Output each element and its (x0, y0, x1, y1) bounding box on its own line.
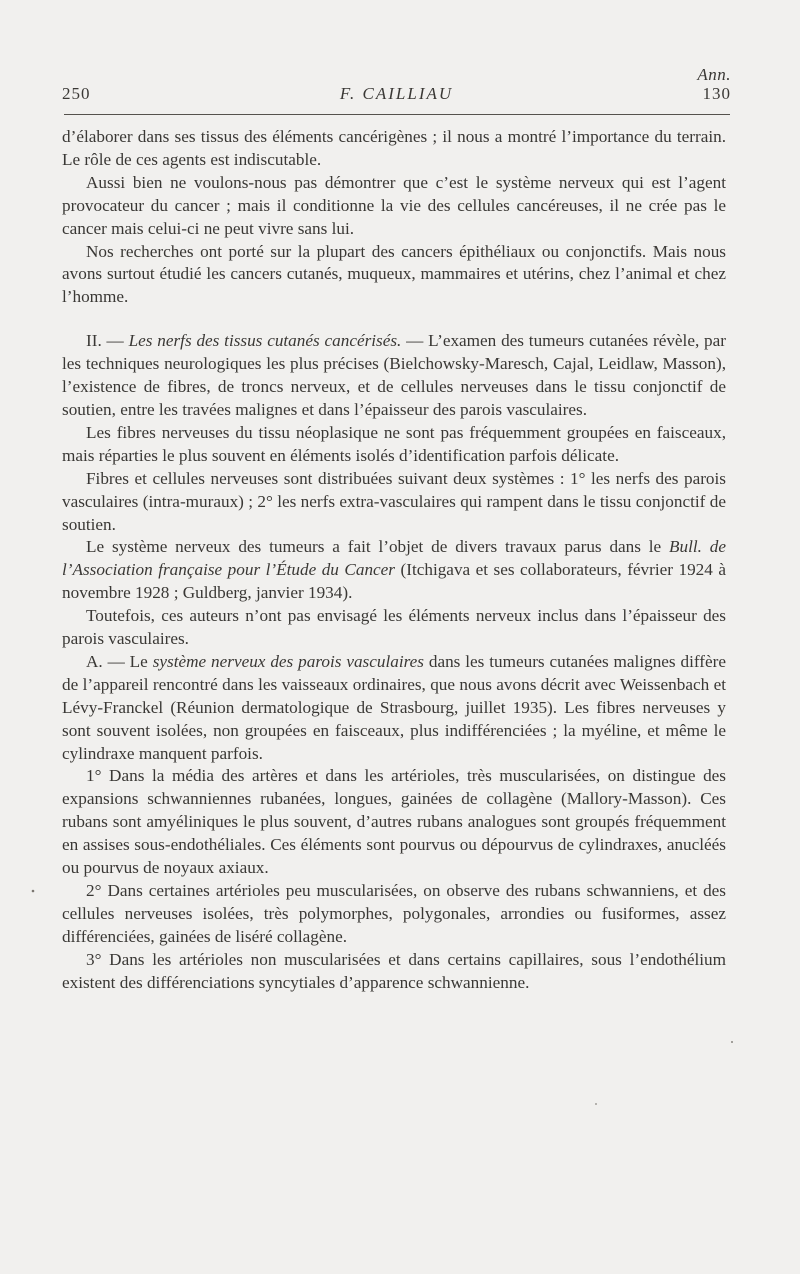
paragraph: 1° Dans la média des artères et dans les artérioles, très muscularisées, on distingue des expansions schwanniennes rubanées, longues, gainées de collagène (Mallory-Masson). Ces rubans sont amyéliniques le plus souvent, d’autres rubans analogues sont groupés fréquemment en assises sous-endothéliales. Ces éléments sont pourvus ou dépourvus de cylindraxes, anucléés ou pourvus de noyaux axiaux. (62, 766, 726, 878)
paragraph: Nos recherches ont porté sur la plupart des cancers épithéliaux ou conjonctifs. Mais nous avons surtout étudié les cancers cutanés, muqueux, mammaires et utérins, chez l’animal et chez l’homme. (62, 241, 726, 307)
subsection-title: système nerveux des parois vasculaires (152, 651, 424, 671)
header-reference-number: 130 (702, 84, 731, 103)
paper-speck (731, 1041, 733, 1043)
paragraph-text: — L’examen des tumeurs cutanées révèle, par les techniques neurologiques les plus précises (Bielchowsky-Maresch, Cajal, Leidlaw, Masson), l’existence de fibres, de troncs nerveux, et de cellules nerveuses dans le tissu conjonctif de soutien, entre les travées malignes et dans l’épaisseur des parois vasculaires. (62, 331, 726, 419)
section-title: Les nerfs des tissus cutanés cancérisés. (128, 331, 402, 351)
paragraph: Les fibres nerveuses du tissu néoplasique ne sont pas fréquemment groupées en faisceaux, mais réparties le plus souvent en éléments isolés d’identification parfois délicate. (62, 422, 726, 465)
paragraph: Aussi bien ne voulons-nous pas démontrer que c’est le système nerveux qui est l’agent provocateur du cancer ; mais il conditionne la vie des cellules cancéreuses, il ne crée pas le cancer mais celui-ci ne peut vivre sans lui. (62, 172, 726, 238)
paragraph: d’élaborer dans ses tissus des éléments cancérigènes ; il nous a montré l’importance du terrain. Le rôle de ces agents est indiscutable. (62, 127, 726, 169)
section-number: II. — (86, 331, 129, 351)
paragraph: Toutefois, ces auteurs n’ont pas envisagé les éléments nerveux inclus dans l’épaisseur des parois vasculaires. (62, 606, 726, 649)
paragraph-text: (Itchigava et ses collaborateurs, février 1924 à novembre 1928 ; Guldberg, janvier 1934). (62, 560, 726, 603)
paragraph-text: dans les tumeurs cutanées malignes diffère de l’appareil rencontré dans les vaisseaux ordinaires, que nous avons décrit avec Weissenbach et Lévy-Franckel (Réunion dermatologique de Strasbourg, juillet 1935). Les fibres nerveuses y sont souvent isolées, non groupées en faisceaux, plus indifférenciées ; la myéline, et même le cylindraxe manquent parfois. (62, 651, 726, 763)
paper-speck (595, 1103, 597, 1105)
paper-speck (32, 890, 35, 893)
journal-title: Bull. de l’Association française pour l’Étude du Cancer (62, 537, 727, 580)
paragraph: 2° Dans certaines artérioles peu muscularisées, on observe des rubans schwanniens, et des cellules nerveuses isolées, très polymorphes, polygonales, arrondies ou fusiformes, assez différenciées, gainées de liséré collagène. (62, 881, 726, 946)
paragraph-text: Le système nerveux des tumeurs a fait l’objet de divers travaux parus dans le (86, 537, 670, 557)
running-head: F. CAILLIAU (339, 84, 454, 103)
paragraph: 3° Dans les artérioles non muscularisées et dans certains capillaires, sous l’endothélium existent des différenciations syncytiales d’apparence schwannienne. (62, 949, 726, 992)
paragraph: Fibres et cellules nerveuses sont distribuées suivant deux systèmes : 1° les nerfs des parois vasculaires (intra-muraux) ; 2° les nerfs extra-vasculaires qui rampent dans le tissu conjonctif de soutien. (62, 468, 726, 534)
header-annotation: Ann. (697, 65, 731, 84)
page-number: 250 (62, 84, 91, 103)
subsection-lead: A. — Le (86, 651, 153, 671)
